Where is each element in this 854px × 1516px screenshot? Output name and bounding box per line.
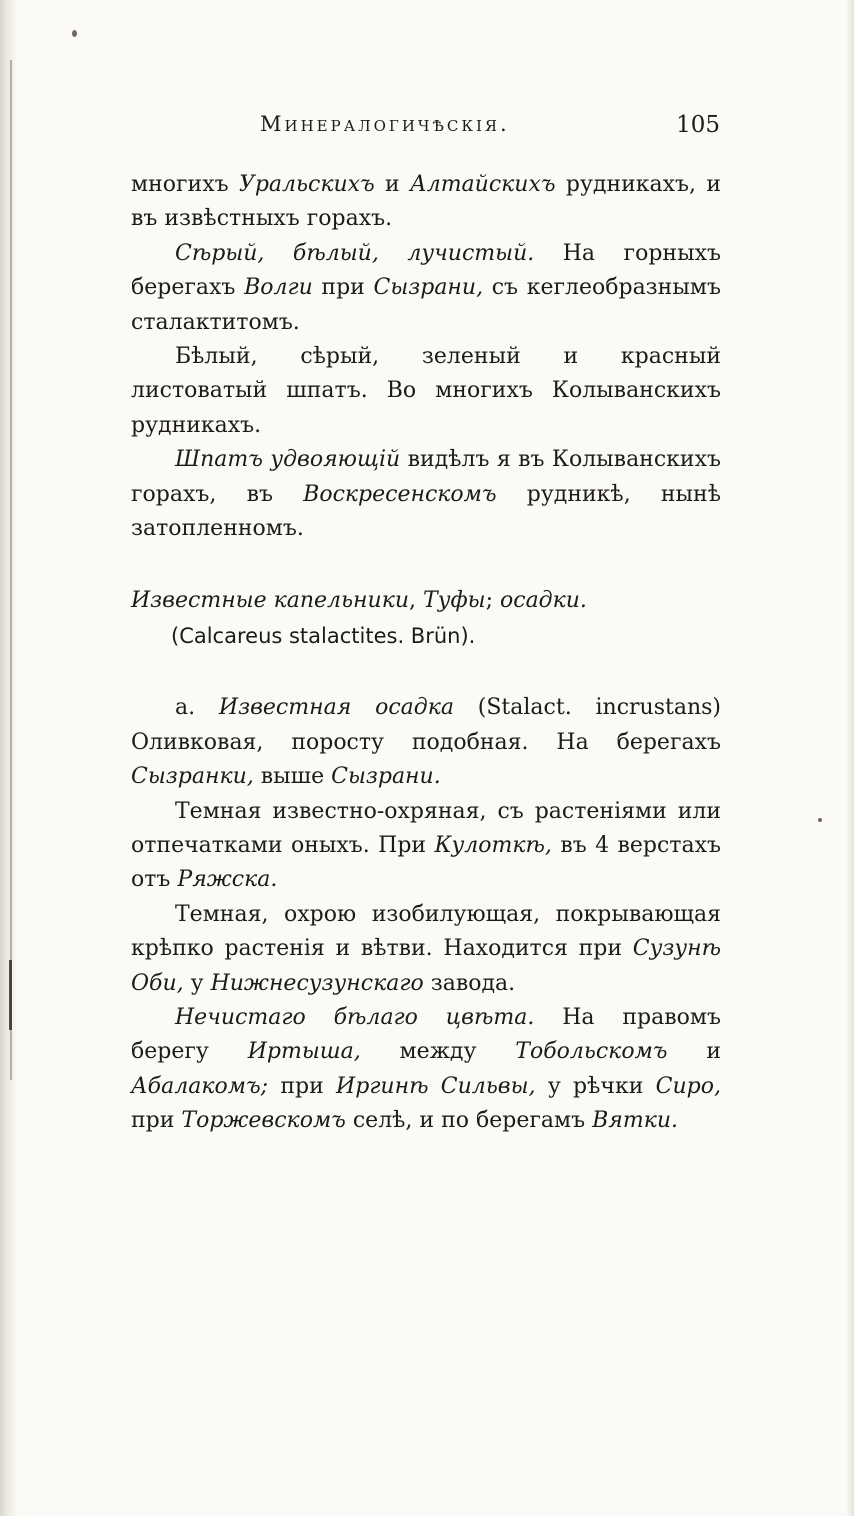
place-name: Сызрани.	[331, 764, 441, 790]
mineral-name: Известная осадка	[218, 695, 454, 721]
text-run: На правомъ берегу	[131, 1004, 721, 1065]
text-run: при	[268, 1073, 337, 1099]
place-name: Сузунѣ Оби,	[131, 936, 721, 996]
text-run: и	[374, 172, 411, 197]
paragraph	[131, 237, 721, 340]
section-gap	[131, 653, 721, 691]
page-edge-mark	[9, 960, 12, 1030]
text-run: при	[131, 1108, 182, 1134]
place-name: Абалакомъ;	[131, 1073, 269, 1099]
place-name: Сызрани,	[373, 275, 484, 301]
mineral-name: Нечистаго бѣлаго цвѣта.	[175, 1004, 535, 1030]
place-name: Волги	[244, 275, 313, 301]
page-edge-line	[10, 60, 12, 1080]
running-head	[130, 112, 720, 152]
section-gap	[131, 546, 721, 584]
text-run: a.	[175, 695, 219, 721]
place-name: Нижнесузунскаго	[210, 970, 424, 996]
place-name: Воскресенскомъ	[303, 481, 497, 507]
text-run: при	[312, 275, 374, 301]
text-run: въ 4 верстахъ отъ	[131, 832, 721, 893]
mineral-name: Шпатъ удвояющій	[175, 447, 401, 473]
place-name: Алтайскихъ	[410, 172, 556, 197]
text-run: у	[183, 970, 211, 996]
text-run: завода.	[423, 970, 516, 996]
paragraph	[131, 168, 721, 237]
page-gutter-shadow	[0, 0, 18, 1516]
heading-term: Туфы	[423, 588, 486, 614]
place-name: Вятки.	[592, 1108, 678, 1134]
text-run: видѣлъ я въ Колыванскихъ горахъ, въ	[131, 447, 721, 507]
page-right-edge	[846, 0, 854, 1516]
paragraph	[131, 1001, 721, 1139]
paragraph	[131, 691, 721, 794]
running-title: Минералогичѣскія.	[260, 112, 510, 136]
text-run: ,	[409, 588, 424, 614]
text-run: ;	[485, 588, 500, 614]
section-heading	[131, 584, 721, 618]
text-run: селѣ, и по берегамъ	[345, 1108, 593, 1134]
place-name: Торжевскомъ	[181, 1108, 346, 1134]
ink-speck	[72, 30, 77, 37]
text-run: (Stalact. incrustans) Оливковая, поросту подобная. На берегахъ	[131, 695, 721, 755]
text-run: Темная, охрою изобилующая, покрывающая крѣпко растенія и вѣтви. Находится при	[131, 901, 721, 962]
text-run: у рѣчки	[535, 1073, 656, 1099]
text-run: Темная известно-охряная, съ растеніями или отпечатками оныхъ. При	[131, 798, 721, 858]
text-run: рудникѣ, нынѣ затопленномъ.	[131, 481, 721, 542]
place-name: Сиро,	[655, 1073, 721, 1099]
text-run: рудникахъ, и въ извѣстныхъ горахъ.	[131, 172, 722, 232]
paragraph	[131, 443, 721, 546]
place-name: Уральскихъ	[238, 172, 375, 197]
place-name: Ряжска.	[177, 867, 278, 893]
text-run: выше	[253, 764, 332, 790]
page-text	[131, 168, 721, 1139]
place-name: Кулоткѣ,	[434, 832, 552, 858]
ink-speck	[818, 818, 822, 822]
heading-term: Известные капельники	[131, 588, 410, 614]
section-heading-latin: (Calcareus stalactites. Brün).	[171, 623, 476, 648]
heading-term: осадки.	[500, 588, 587, 614]
text-run: съ кеглеобразнымъ сталактитомъ.	[131, 275, 721, 335]
text-run: На горныхъ берегахъ	[131, 240, 721, 301]
page-number: 105	[676, 112, 720, 138]
place-name: Иртыша,	[247, 1039, 361, 1065]
place-name: Тобольскомъ	[515, 1039, 668, 1065]
place-name: Иргинѣ Сильвы,	[336, 1073, 536, 1099]
text-run: между	[360, 1039, 516, 1065]
paragraph	[131, 795, 721, 898]
paragraph	[131, 340, 721, 443]
paragraph	[131, 898, 721, 1001]
place-name: Сызранки,	[131, 764, 254, 790]
mineral-name: Сѣрый, бѣлый, лучистый.	[175, 240, 535, 266]
text-run: и	[667, 1039, 721, 1065]
text-run: Бѣлый, сѣрый, зеленый и красный листоватый шпатъ. Во многихъ Колыванскихъ рудникахъ.	[131, 344, 721, 438]
text-run: многихъ	[131, 172, 239, 197]
